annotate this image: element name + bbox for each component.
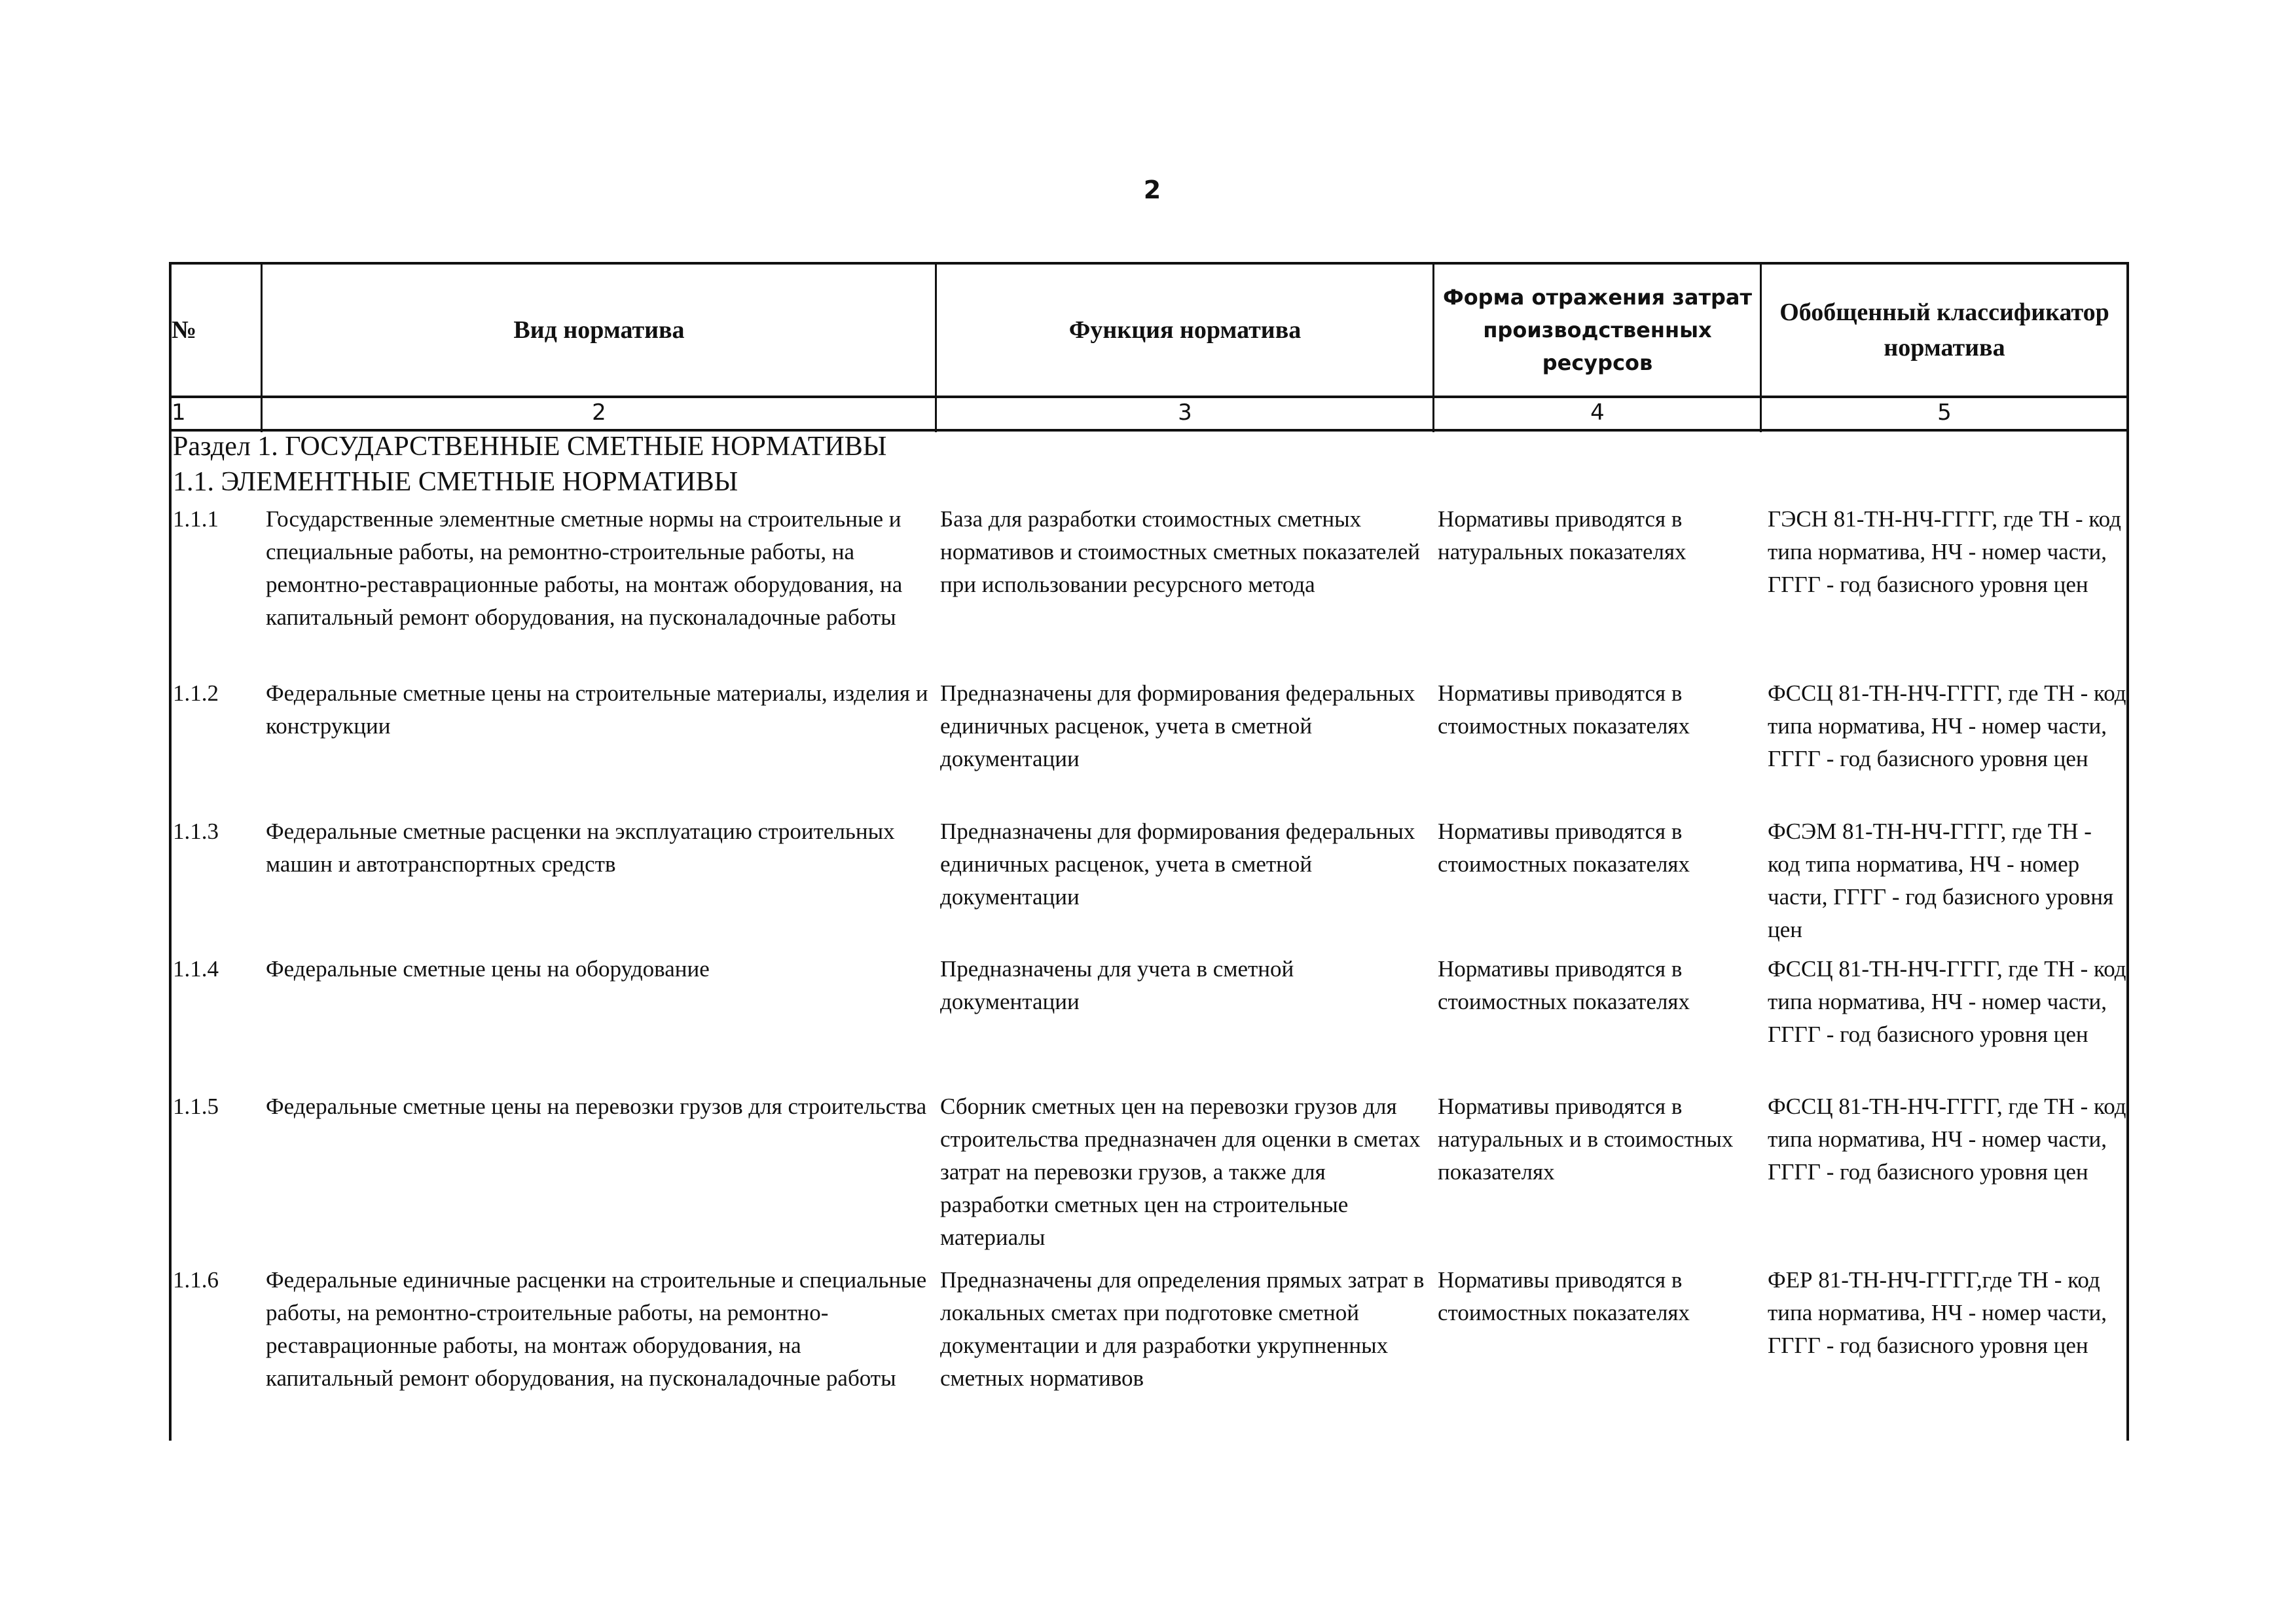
- row-6-classifier: ФЕР 81-ТН-НЧ-ГГГГ,где ТН - код типа норматива, НЧ - номер части, ГГГГ - год базисного уровня цен: [1768, 1267, 2107, 1358]
- row-1-form: Нормативы приводятся в натуральных показателях: [1438, 506, 1686, 564]
- row-5-vid: Федеральные сметные цены на перевозки грузов для строительства: [266, 1094, 927, 1119]
- row-2-no: 1.1.2: [173, 680, 219, 706]
- row-2-vid: Федеральные сметные цены на строительные материалы, изделия и конструкции: [266, 680, 928, 739]
- row-6-form: Нормативы приводятся в стоимостных показателях: [1438, 1267, 1690, 1325]
- row-5-classifier: ФССЦ 81-ТН-НЧ-ГГГГ, где ТН - код типа норматива, НЧ - номер части, ГГГГ - год базисного уровня цен: [1768, 1094, 2126, 1185]
- col-divider-4: [1760, 262, 1762, 432]
- row-3-vid: Федеральные сметные расценки на эксплуатацию строительных машин и автотранспортных средств: [266, 819, 895, 877]
- page-number: 2: [1143, 175, 1161, 204]
- column-number-5: 5: [1937, 399, 1952, 426]
- row-1-vid: Государственные элементные сметные нормы на строительные и специальные работы, на ремонтно-строительные работы, на ремонтно-реставрационные работы, на монтаж оборудования, на капитальный ремонт оборудования, на пусконаладочные работы: [266, 506, 903, 630]
- row-3-classifier: ФСЭМ 81-ТН-НЧ-ГГГГ, где ТН - код типа норматива, НЧ - номер части, ГГГГ - год базисного уровня цен: [1768, 819, 2114, 942]
- header-no: №: [172, 316, 197, 344]
- col-divider-3: [1432, 262, 1434, 432]
- row-4-form: Нормативы приводятся в стоимостных показателях: [1438, 956, 1690, 1014]
- column-number-3: 3: [1178, 399, 1192, 426]
- column-number-1: 1: [172, 399, 186, 426]
- col-divider-1: [261, 262, 263, 432]
- header-function: Функция норматива: [1068, 316, 1302, 344]
- row-3-form: Нормативы приводятся в стоимостных показателях: [1438, 819, 1690, 877]
- row-5-function: Сборник сметных цен на перевозки грузов для строительства предназначен для оценки в сметах затрат на перевозки грузов, а также для разработки сметных цен на строительные материалы: [940, 1094, 1421, 1250]
- row-3-function: Предназначены для формирования федеральных единичных расценок, учета в сметной документации: [940, 819, 1415, 910]
- row-2-classifier: ФССЦ 81-ТН-НЧ-ГГГГ, где ТН - код типа норматива, НЧ - номер части, ГГГГ - год базисного уровня цен: [1768, 680, 2126, 771]
- row-5-form: Нормативы приводятся в натуральных и в стоимостных показателях: [1438, 1094, 1734, 1185]
- header-vid: Вид норматива: [513, 316, 685, 344]
- row-1-function: База для разработки стоимостных сметных нормативов и стоимостных сметных показателей при использовании ресурсного метода: [940, 506, 1421, 597]
- row-3-no: 1.1.3: [173, 819, 219, 844]
- header-form: Форма отражения затрат производственных ресурсов: [1442, 285, 1753, 375]
- column-number-2: 2: [592, 399, 606, 426]
- row-2-function: Предназначены для формирования федеральных единичных расценок, учета в сметной документации: [940, 680, 1415, 771]
- row-6-vid: Федеральные единичные расценки на строительные и специальные работы, на ремонтно-строительные работы, на ремонтно- реставрационные работы, на монтаж оборудования, на капитальный ремонт оборудования, на пусконаладочные работы: [266, 1267, 927, 1391]
- header-classifier: Обобщенный классификатор норматива: [1779, 299, 2109, 361]
- row-2-form: Нормативы приводятся в стоимостных показателях: [1438, 680, 1690, 739]
- row-4-classifier: ФССЦ 81-ТН-НЧ-ГГГГ, где ТН - код типа норматива, НЧ - номер части, ГГГГ - год базисного уровня цен: [1768, 956, 2126, 1047]
- row-5-no: 1.1.5: [173, 1094, 219, 1119]
- col-divider-2: [935, 262, 937, 432]
- row-6-function: Предназначены для определения прямых затрат в локальных сметах при подготовке сметной документации и для разработки укрупненных сметных нормативов: [940, 1267, 1425, 1391]
- row-4-vid: Федеральные сметные цены на оборудование: [266, 956, 710, 982]
- row-4-no: 1.1.4: [173, 956, 219, 982]
- column-number-4: 4: [1590, 399, 1605, 426]
- section-title: Раздел 1. ГОСУДАРСТВЕННЫЕ СМЕТНЫЕ НОРМАТИВЫ: [173, 432, 887, 462]
- row-1-no: 1.1.1: [173, 506, 219, 532]
- row-1-classifier: ГЭСН 81-ТН-НЧ-ГГГГ, где ТН - код типа норматива, НЧ - номер части, ГГГГ - год базисного уровня цен: [1768, 506, 2121, 597]
- row-4-function: Предназначены для учета в сметной документации: [940, 956, 1294, 1014]
- row-6-no: 1.1.6: [173, 1267, 219, 1293]
- subsection-title: 1.1. ЭЛЕМЕНТНЫЕ СМЕТНЫЕ НОРМАТИВЫ: [173, 467, 738, 497]
